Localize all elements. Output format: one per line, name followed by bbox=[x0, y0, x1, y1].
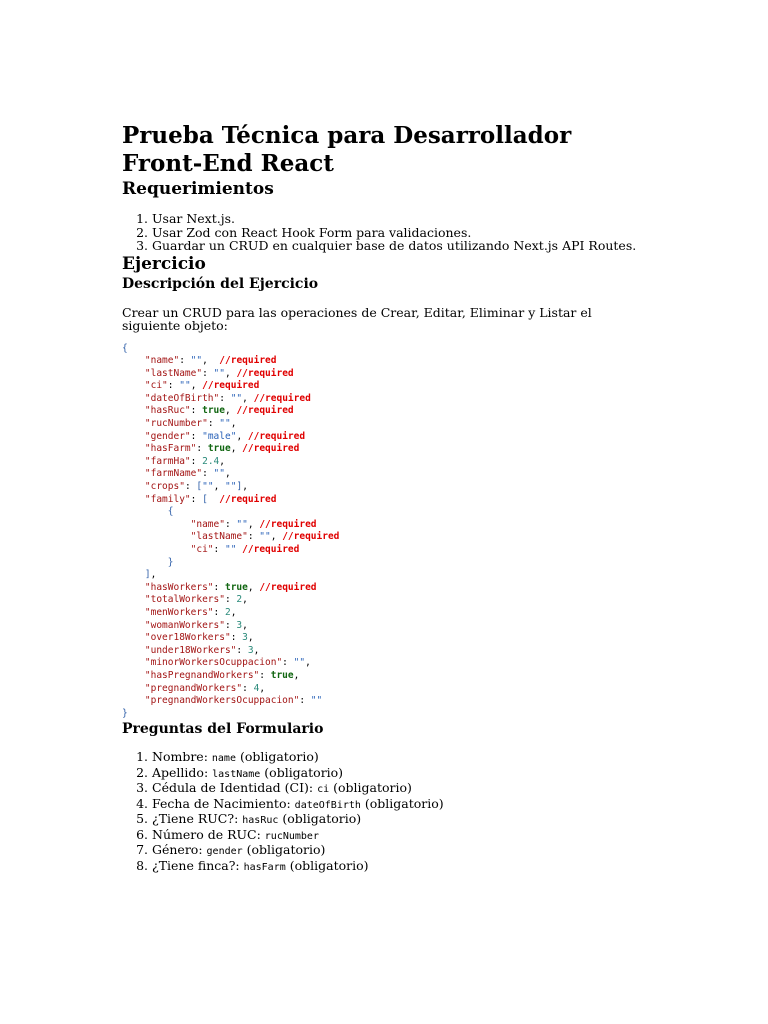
pregunta-suffix: (obligatorio) bbox=[329, 780, 412, 796]
code-line: "name": "", //required bbox=[190, 518, 317, 530]
document-title bbox=[122, 122, 642, 178]
pregunta-label: Número de RUC: bbox=[152, 826, 265, 842]
code-line: "totalWorkers": 2, bbox=[144, 594, 248, 606]
pregunta-suffix: (obligatorio) bbox=[285, 857, 369, 873]
pregunta-field-code: gender bbox=[206, 846, 243, 858]
code-line: { bbox=[122, 342, 128, 354]
code-line: "minorWorkersOcuppacion": "", bbox=[144, 657, 311, 669]
code-line: } bbox=[167, 556, 174, 568]
preguntas-list bbox=[122, 750, 642, 874]
code-line: "hasWorkers": true, //required bbox=[144, 581, 317, 593]
pregunta-field-code: hasFarm bbox=[243, 861, 286, 873]
pregunta-item bbox=[152, 750, 642, 766]
pregunta-field-code: hasRuc bbox=[242, 815, 279, 827]
pregunta-label: Nombre: bbox=[152, 749, 212, 765]
pregunta-field-code: lastName bbox=[212, 768, 261, 780]
title-line-1: Prueba Técnica para Desarrollador bbox=[122, 122, 572, 149]
code-line: "menWorkers": 2, bbox=[144, 606, 237, 618]
pregunta-item bbox=[152, 781, 642, 797]
code-line: "ci": "" //required bbox=[190, 544, 300, 555]
ejercicio-heading: Ejercicio bbox=[122, 253, 206, 274]
pregunta-label: Cédula de Identidad (CI): bbox=[152, 780, 318, 796]
code-line: "farmHa": 2.4, bbox=[144, 455, 226, 467]
pregunta-label: Apellido: bbox=[152, 764, 213, 780]
pregunta-item bbox=[152, 797, 642, 813]
code-line: "farmName": "", bbox=[144, 468, 231, 480]
preguntas-heading: Preguntas del Formulario bbox=[122, 721, 324, 738]
code-line: "ci": "", //required bbox=[144, 380, 260, 392]
requerimiento-item: 1. Usar Next.js. bbox=[152, 212, 642, 226]
code-line: "pregnandWorkersOcuppacion": "" bbox=[144, 695, 323, 707]
code-line: "gender": "male", //required bbox=[144, 430, 306, 442]
code-line: "name": "", //required bbox=[144, 355, 277, 367]
pregunta-item bbox=[152, 843, 642, 859]
code-line: "rucNumber": "", bbox=[144, 418, 237, 430]
descripcion-text: Crear un CRUD para las operaciones de Crear, Editar, Eliminar y Listar el siguiente objeto: bbox=[122, 304, 592, 333]
code-line: "hasRuc": true, //required bbox=[144, 405, 294, 417]
code-line: "over18Workers": 3, bbox=[144, 632, 254, 644]
requerimiento-item: 3. Guardar un CRUD en cualquier base de datos utilizando Next.js API Routes. bbox=[152, 239, 642, 253]
code-block bbox=[122, 343, 642, 721]
pregunta-label: Género: bbox=[152, 842, 207, 858]
code-line: "lastName": "", //required bbox=[144, 367, 294, 379]
code-line: "crops": ["", ""], bbox=[144, 481, 248, 493]
code-line: } bbox=[122, 707, 128, 719]
pregunta-field-code: rucNumber bbox=[264, 830, 319, 842]
code-line: "family": [ //required bbox=[144, 493, 277, 505]
title-line-2: Front-End React bbox=[122, 150, 334, 177]
requerimiento-item: 2. Usar Zod con React Hook Form para validaciones. bbox=[152, 226, 642, 240]
code-line: ], bbox=[144, 569, 157, 581]
pregunta-item bbox=[152, 766, 642, 782]
requerimientos-heading: Requerimientos bbox=[122, 179, 274, 199]
code-line: "hasPregnandWorkers": true, bbox=[144, 669, 300, 681]
code-line: "under18Workers": 3, bbox=[144, 644, 260, 656]
code-line: "pregnandWorkers": 4, bbox=[144, 682, 266, 694]
pregunta-field-code: dateOfBirth bbox=[294, 799, 361, 811]
pregunta-label: Fecha de Nacimiento: bbox=[152, 795, 295, 811]
code-line: "womanWorkers": 3, bbox=[144, 619, 248, 631]
pregunta-suffix: (obligatorio) bbox=[360, 795, 444, 811]
pregunta-field-code: ci bbox=[317, 784, 330, 796]
descripcion-heading: Descripción del Ejercicio bbox=[122, 275, 319, 292]
pregunta-suffix: (obligatorio) bbox=[235, 749, 319, 765]
document-content bbox=[122, 122, 642, 874]
pregunta-item bbox=[152, 859, 642, 875]
code-line: "lastName": "", //required bbox=[190, 531, 340, 543]
code-line: "hasFarm": true, //required bbox=[144, 443, 300, 455]
code-line: { bbox=[167, 506, 174, 518]
pregunta-field-code: name bbox=[211, 753, 236, 765]
pregunta-label: ¿Tiene finca?: bbox=[152, 857, 244, 873]
requerimientos-list bbox=[122, 212, 642, 253]
pregunta-item bbox=[152, 828, 642, 844]
pregunta-label: ¿Tiene RUC?: bbox=[152, 811, 243, 827]
pregunta-item bbox=[152, 812, 642, 828]
code-line: "dateOfBirth": "", //required bbox=[144, 392, 311, 404]
pregunta-suffix: (obligatorio) bbox=[278, 811, 362, 827]
pregunta-suffix: (obligatorio) bbox=[260, 764, 344, 780]
pregunta-suffix: (obligatorio) bbox=[242, 842, 326, 858]
